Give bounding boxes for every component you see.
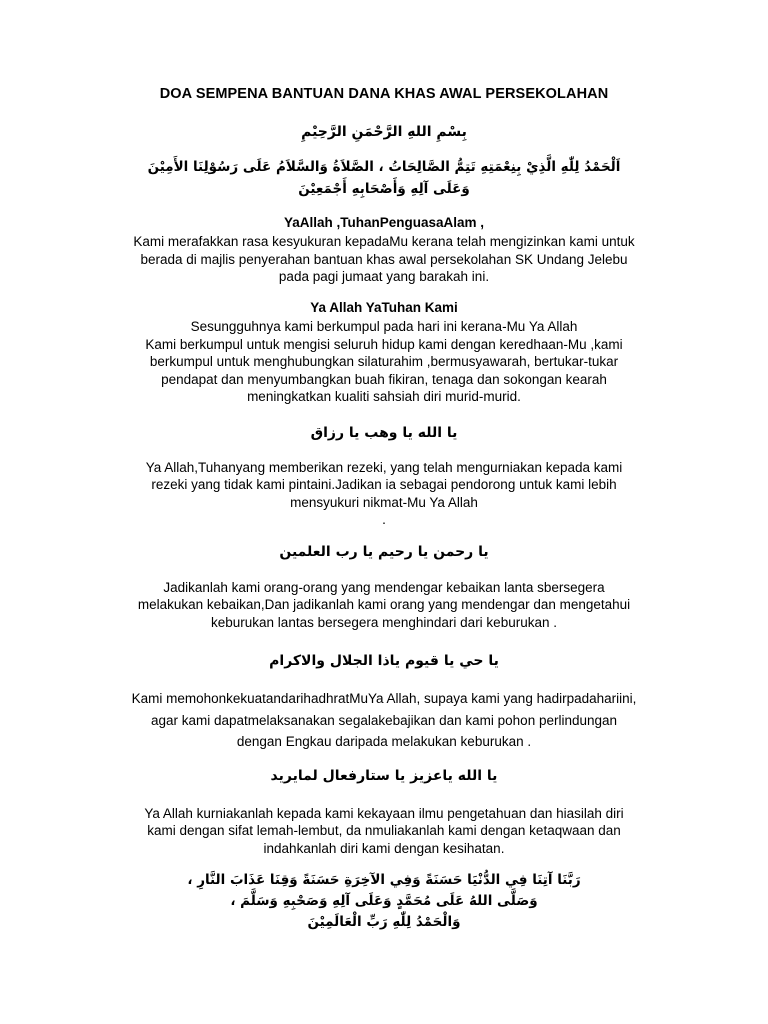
paragraph-line: Kami memohonkekuatandarihadhratMuYa Allah, supaya kami yang hadirpadahariini, xyxy=(131,691,637,706)
paragraph-line: berkumpul untuk menghubungkan silaturahim ,bermusyawarah, bertukar-tukar xyxy=(149,354,619,370)
paragraph-line: mensyukuri nikmat-Mu Ya Allah xyxy=(290,494,478,510)
basmalah: بِسْمِ اللهِ الرَّحْمَنِ الرَّحِيْمِ xyxy=(301,124,467,140)
opening-prayer-arabic xyxy=(0,156,768,200)
paragraph-line: rezeki yang tidak kami pintaini.Jadikan ia sebagai pendorong untuk kami lebih xyxy=(151,477,617,493)
paragraph-line: indahkanlah diri kami dengan kesihatan. xyxy=(263,840,505,856)
paragraph-line: agar kami dapatmelaksanakan segalakebajikan dan kami pohon perlindungan xyxy=(150,712,618,728)
invocation-arabic: يا حي يا قيوم ياذا الجلال والاكرام xyxy=(269,653,499,669)
document-title: DOA SEMPENA BANTUAN DANA KHAS AWAL PERSEKOLAHAN xyxy=(159,86,609,102)
section-ilmu xyxy=(84,805,684,857)
section-heading: Ya Allah YaTuhan Kami xyxy=(310,300,458,315)
section-praise xyxy=(84,214,684,286)
opening-line: اَلْحَمْدُ لِلّٰهِ الَّذِيْ بِنِعْمَتِهِ تَتِمُّ الصَّالِحَاتُ ، الصَّلاَةُ وَالسَّلاَمُ عَلَى رَسُوْلِنَا الأَمِيْنَ xyxy=(147,159,621,175)
closing-line: وَصَلَّى اللهُ عَلَى مُحَمَّدٍ وَعَلَى آلِهِ وَصَحْبِهِ وَسَلَّمَ ، xyxy=(230,893,538,909)
paragraph-line: pada pagi jumaat yang barakah ini. xyxy=(278,269,490,285)
paragraph-line: Kami berkumpul untuk mengisi seluruh hidup kami dengan keredhaan-Mu ,kami xyxy=(145,336,623,352)
closing-line: رَبَّنَا آتِنَا فِي الدُّنْيَا حَسَنَةً وَفِي الآخِرَةِ حَسَنَةً وَقِنَا عَذَابَ النَّارِ ، xyxy=(187,872,581,888)
paragraph-line: melakukan kebaikan,Dan jadikanlah kami orang yang mendengar dan mengetahui xyxy=(137,597,631,613)
paragraph-line: Jadikanlah kami orang-orang yang mendengar kebaikan lanta sbersegera xyxy=(163,580,605,595)
paragraph-line: Sesungguhnya kami berkumpul pada hari ini kerana-Mu Ya Allah xyxy=(190,319,578,335)
paragraph-line: meningkatkan kualiti sahsiah diri murid-murid. xyxy=(247,389,521,405)
invocation-arabic: يا رحمن يا رحيم يا رب العلمين xyxy=(279,544,489,560)
paragraph-line: berada di majlis penyerahan bantuan khas awal persekolahan SK Undang Jelebu xyxy=(140,251,628,267)
paragraph-line: kami dengan sifat lemah-lembut, da nmuliakanlah kami dengan ketaqwaan dan xyxy=(147,823,621,839)
opening-line: وَعَلَى آلِهِ وَأَصْحَابِهِ أَجْمَعِيْنَ xyxy=(298,181,470,197)
invocation-arabic: يا الله ياعزيز يا ستارفعال لمايريد xyxy=(270,768,498,784)
section-gathering xyxy=(84,299,684,405)
paragraph-line: dengan Engkau daripada melakukan keburukan . xyxy=(236,734,532,749)
closing-prayer-arabic xyxy=(0,870,768,933)
section-kebaikan xyxy=(84,579,684,631)
closing-line: وَالْحَمْدُ لِلّٰهِ رَبِّ الْعَالَمِيْنَ xyxy=(307,914,461,930)
section-heading: YaAllah ,TuhanPenguasaAlam , xyxy=(283,215,485,230)
paragraph-line: Kami merafakkan rasa kesyukuran kepadaMu kerana telah mengizinkan kami untuk xyxy=(133,234,635,250)
section-kekuatan xyxy=(84,688,684,753)
section-rezeki xyxy=(84,459,684,529)
paragraph-line: pendapat dan menyumbangkan buah fikiran, tenaga dan sokongan kearah xyxy=(161,371,607,387)
paragraph-line: Ya Allah,Tuhanyang memberikan rezeki, yang telah mengurniakan kepada kami xyxy=(145,460,623,475)
paragraph-line: keburukan lantas bersegera menghindari dari keburukan . xyxy=(211,614,557,630)
paragraph-line: . xyxy=(382,512,386,528)
paragraph-line: Ya Allah kurniakanlah kepada kami kekayaan ilmu pengetahuan dan hiasilah diri xyxy=(144,806,624,821)
invocation-arabic: يا الله يا وهب يا رزاق xyxy=(310,425,458,441)
